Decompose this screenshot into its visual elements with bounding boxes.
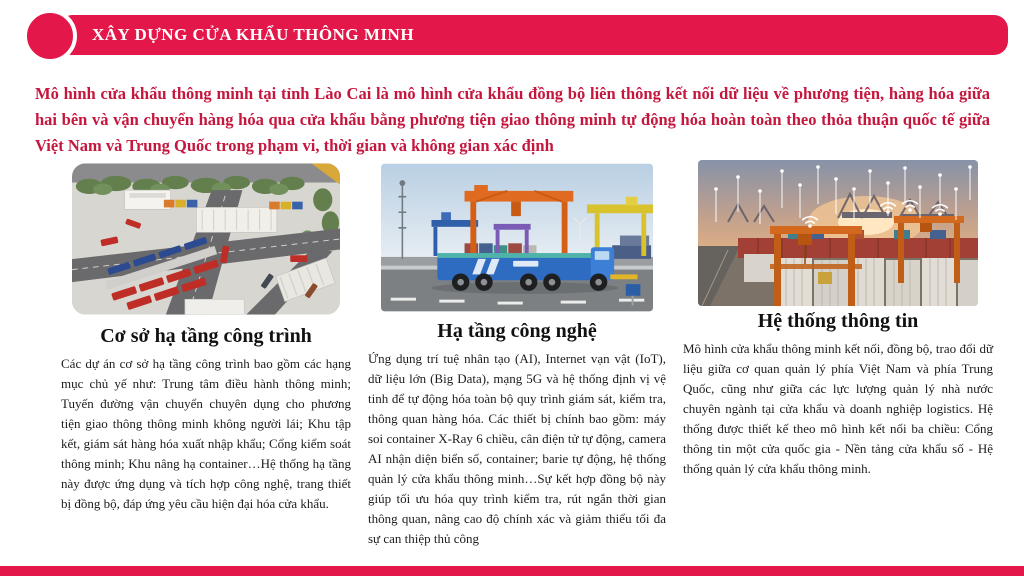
column-heading: Cơ sở hạ tầng công trình	[100, 325, 312, 347]
column-body: Ứng dụng trí tuệ nhân tạo (AI), Internet vạn vật (IoT), dữ liệu lớn (Big Data), mạng 5G và hệ thống định vị vệ tinh để tự động hóa toàn bộ quy trình giám sát, kiểm tra, thông quan hàng hóa. Các thiết bị chính bao gồm: máy soi container X-Ray 6 chiều, cân điện tử tự động, camera AI nhận diện biển số, container; barie tự động, hệ thống quản lý cửa khẩu thông minh…Sự kết hợp đồng bộ này giúp tối ưu hóa quy trình kiểm tra, rút ngắn thời gian thông quan, nâng cao độ chính xác và giảm thiểu tối đa sự can thiệp thủ công	[368, 351, 666, 546]
column-heading: Hạ tầng công nghệ	[437, 320, 597, 342]
smart-port-dusk-image	[697, 160, 979, 306]
columns	[58, 160, 1006, 549]
title-banner	[62, 15, 1008, 55]
slide-title: XÂY DỰNG CỬA KHẨU THÔNG MINH	[92, 25, 415, 44]
intro-paragraph: Mô hình cửa khẩu thông minh tại tỉnh Lào Cai là mô hình cửa khẩu đồng bộ liên thông kết nối dữ liệu về phương tiện, hàng hóa giữa hai bên và vận chuyển hàng hóa qua cửa khẩu bằng phương tiện giao thông minh tự động hóa hoàn toàn theo thỏa thuận quốc tế giữa Việt Nam và Trung Quốc trong phạm vi, thời gian và không gian xác định	[35, 83, 990, 155]
bottom-accent-bar	[0, 566, 1024, 576]
column-infrastructure	[58, 160, 354, 549]
column-technology	[366, 160, 668, 549]
column-information	[680, 160, 996, 549]
column-body: Các dự án cơ sở hạ tầng công trình bao gồm các hạng mục chủ yế như: Trung tâm điều hành thông minh; Tuyến đường vận chuyển chuyên dụng cho phương tiện giao thông thông minh không người lái; Khu tập kết, giám sát hàng hóa xuất nhập khẩu; Cổng kiểm soát thông minh; Khu nâng hạ container…Hệ thống hạ tầng này được ứng dụng và tích hợp công nghệ, trang thiết bị đồng bộ, đáp ứng yêu cầu hiện đại hóa cửa khẩu.	[61, 356, 351, 511]
border-gate-3d-aerial-render-image	[72, 160, 340, 318]
column-body: Mô hình cửa khẩu thông minh kết nối, đồng bộ, trao đổi dữ liệu giữa cơ quan quản lý phía Việt Nam và phía Trung Quốc, cũng như giữa các lực lượng quản lý nhà nước chuyên ngành tại cửa khẩu và doanh nghiệp logistics. Hệ thống được thiết kế theo mô hình kết nối ba chiều: Cổng thông tin một cửa quốc gia - Nền tảng cửa khẩu số - Hệ thống quản lý cửa khẩu thông minh.	[683, 341, 993, 476]
autonomous-container-vehicle-image	[381, 162, 653, 313]
autonomous-container-vehicle-image	[381, 162, 653, 313]
red-circle-decoration	[23, 9, 77, 63]
smart-port-dusk-image	[697, 160, 979, 306]
border-gate-3d-aerial-render-image	[72, 160, 340, 318]
column-heading: Hệ thống thông tin	[757, 310, 919, 332]
